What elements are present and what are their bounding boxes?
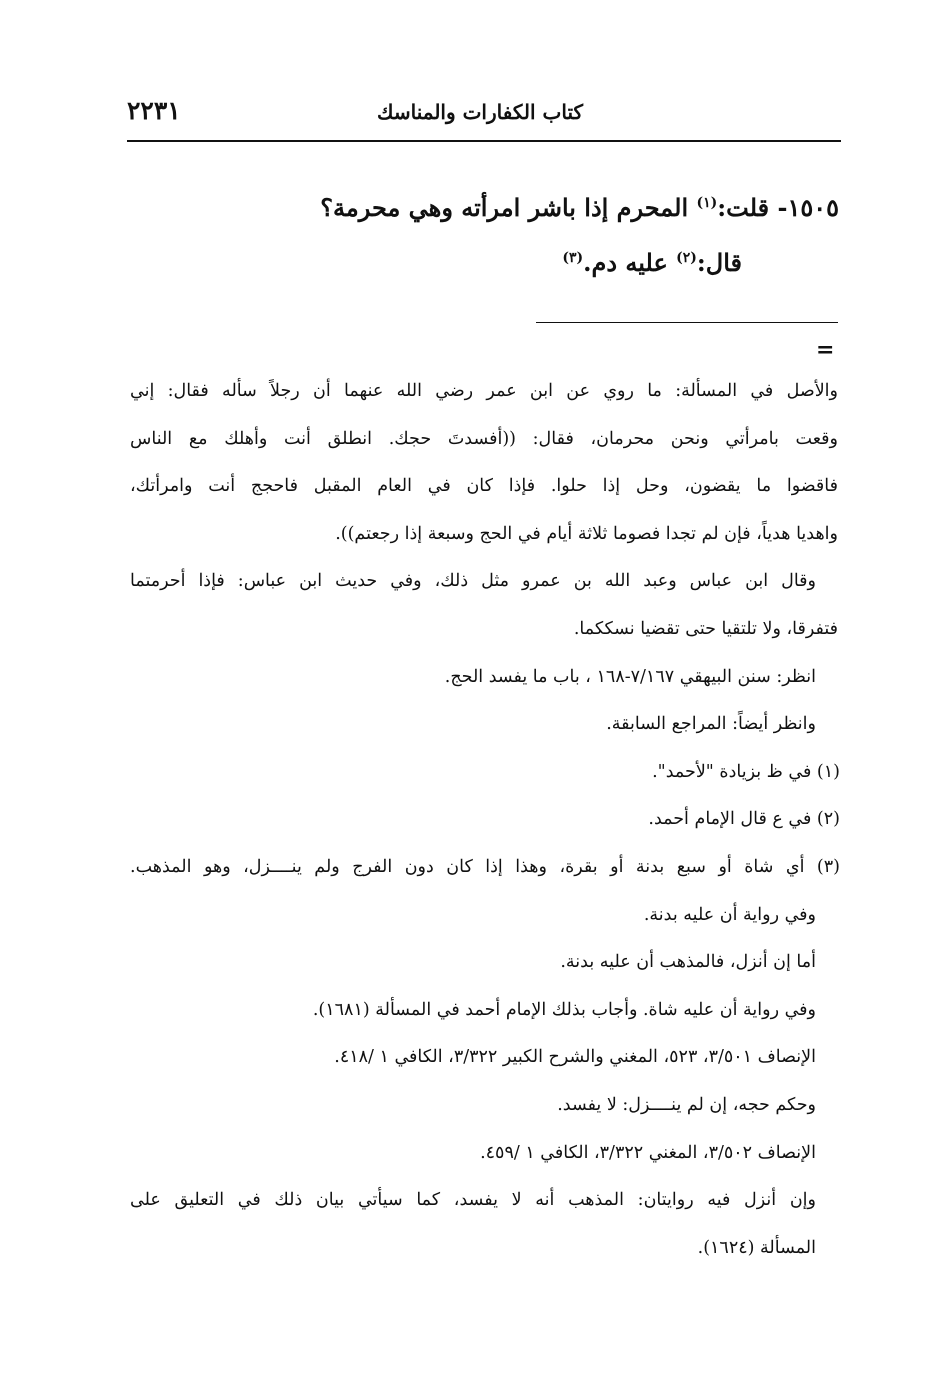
question-block [139,180,839,290]
footnote-line: وقعت بامرأتي ونحن محرمان، فقال: ((أفسدتَ حجك. انطلق أنت وأهلك مع الناس [130,428,838,449]
header-rule [127,140,841,142]
answer-text: عليه دم. [583,248,677,277]
footnote-ref-2: (٢) [676,250,697,266]
footnote-separator [536,322,838,323]
footnote-line: والأصل في المسألة: ما روي عن ابن عمر رضي الله عنهما أن رجلاً سأله فقال: إني [130,381,838,401]
page-header [127,96,841,136]
page-number: ٢٢٣١ [127,96,181,125]
footnote-line: انظر: سنن البيهقي ٧/١٦٧-١٦٨ ، باب ما يفسد الحج. [444,666,816,687]
answer-label: قال: [696,248,742,277]
footnote-item-2: (٢) في ع قال الإمام أحمد. [648,809,840,830]
footnotes-section [130,368,838,1272]
footnote-line: وإن أنزل فيه روايتان: المذهب أنه لا يفسد، كما سيأتي بيان ذلك في التعليق على [130,1190,816,1211]
footnote-ref-1: (١) [696,195,718,211]
footnote-line: واهديا هدياً، فإن لم تجدا فصوما ثلاثة أيام في الحج وسبعة إذا رجعتم)). [335,523,838,544]
question-text: المحرم إذا باشر امرأته وهي محرمة؟ [320,193,697,222]
footnote-line: الإنصاف ٣/٥٠١، ٥٢٣، المغني والشرح الكبير ٣/٣٢٢، الكافي ١ /٤١٨. [334,1047,816,1068]
footnote-line: وفي رواية أن عليه شاة. وأجاب بذلك الإمام أحمد في المسألة (١٦٨١). [312,999,816,1020]
footnote-item-1: (١) في ظ بزيادة "لأحمد". [652,761,840,782]
footnote-line: وقال ابن عباس وعبد الله بن عمرو مثل ذلك، وفي حديث ابن عباس: فإذا أحرمتما [130,571,816,592]
footnote-line: فاقضوا ما يقضون، وحل إذا حلوا. فإذا كان في العام المقبل فاحجج أنت وامرأتك، [130,476,838,497]
footnote-ref-3: (٣) [562,250,584,266]
footnote-line: وانظر أيضاً: المراجع السابقة. [606,714,816,735]
footnote-line: فتفرقا، ولا تلتقيا حتى تقضيا نسككما. [573,618,838,639]
footnote-item-3: (٣) أي شاة أو سبع بدنة أو بقرة، وهذا إذا كان دون الفرج ولم ينــــزل، وهو المذهب. [130,856,840,877]
footnote-line: المسألة (١٦٢٤). [697,1237,816,1258]
footnote-line: الإنصاف ٣/٥٠٢، المغني ٣/٣٢٢، الكافي ١ /٤٥٩. [480,1142,816,1163]
continuation-mark: = [816,337,835,363]
footnote-line: وفي رواية أن عليه بدنة. [643,904,816,925]
footnote-line: وحكم حجه، إن لم ينــــزل: لا يفسد. [557,1094,816,1115]
question-line [139,180,839,235]
question-number-label: ١٥٠٥- قلت: [717,193,839,222]
answer-line [139,235,839,290]
running-title: كتاب الكفارات والمناسك [377,100,583,124]
footnote-line: أما إن أنزل، فالمذهب أن عليه بدنة. [560,952,816,973]
